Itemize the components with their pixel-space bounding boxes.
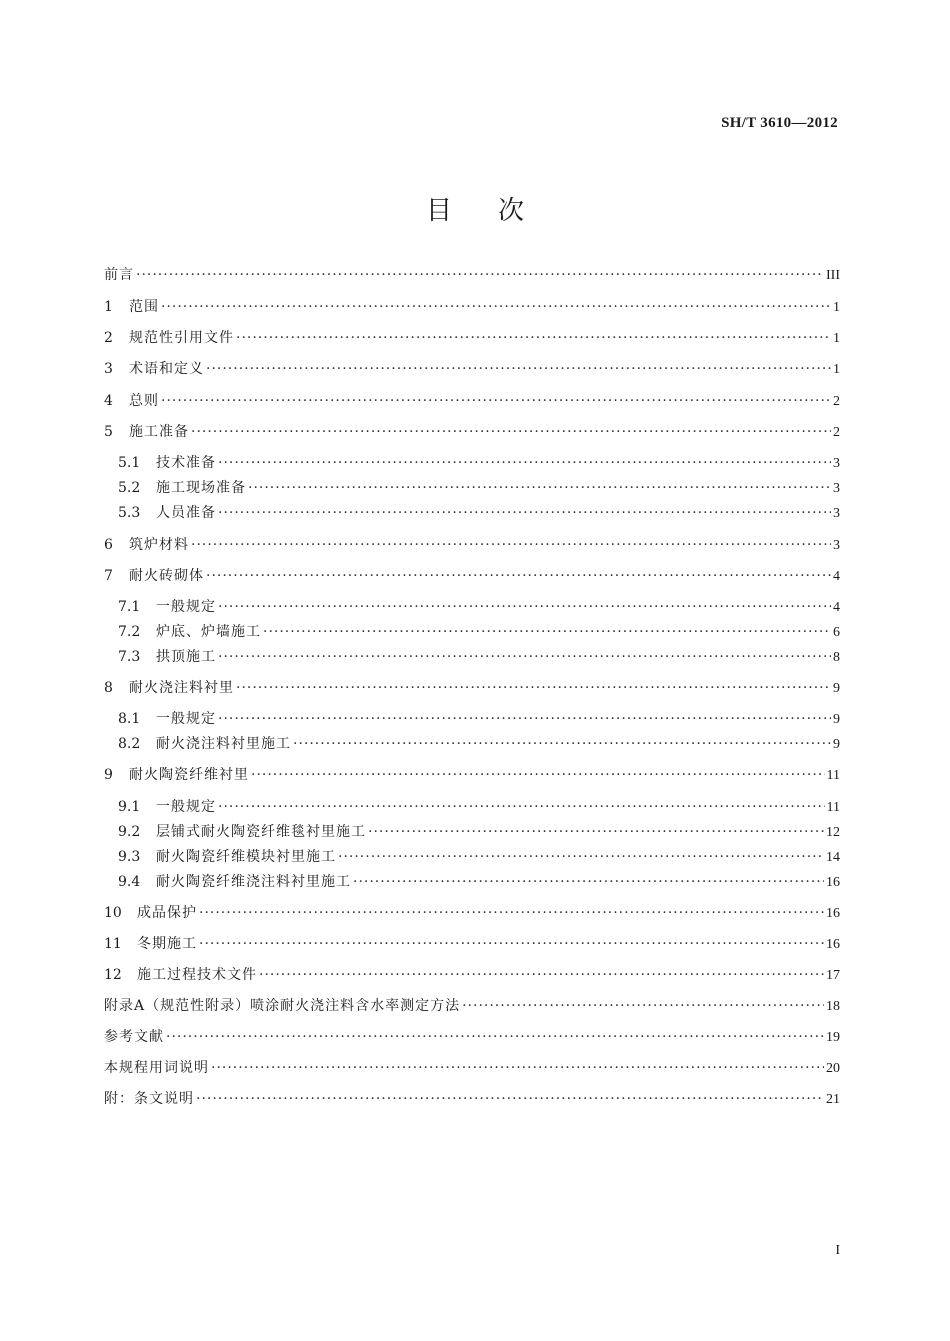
toc-label: 总则 bbox=[129, 393, 159, 409]
toc-page: 3 bbox=[833, 456, 840, 471]
page-number: I bbox=[835, 1243, 840, 1258]
toc-entry-9[interactable] bbox=[104, 764, 840, 786]
toc-entry-5-1[interactable] bbox=[118, 452, 840, 474]
toc-page: 9 bbox=[833, 737, 840, 752]
toc-page: 11 bbox=[826, 768, 840, 783]
toc-entry-12[interactable] bbox=[104, 964, 840, 986]
toc-label: 拱顶施工 bbox=[156, 649, 216, 665]
toc-entry-9-3[interactable] bbox=[118, 846, 840, 868]
toc-leader bbox=[293, 733, 831, 755]
toc-label: 耐火陶瓷纤维模块衬里施工 bbox=[156, 849, 336, 865]
toc-number: 9.1 bbox=[118, 799, 141, 815]
toc-leader bbox=[206, 565, 831, 587]
toc-leader bbox=[161, 296, 831, 318]
toc-label: 规范性引用文件 bbox=[129, 330, 234, 346]
toc-label: 耐火砖砌体 bbox=[129, 568, 204, 584]
toc-entry-foreword[interactable] bbox=[104, 264, 840, 286]
toc-label: 技术准备 bbox=[156, 455, 216, 471]
toc-label: 一般规定 bbox=[156, 599, 216, 615]
toc-leader bbox=[161, 390, 831, 412]
toc-label: 耐火浇注料衬里 bbox=[129, 680, 234, 696]
toc-leader bbox=[353, 871, 824, 893]
toc-label: 一般规定 bbox=[156, 711, 216, 727]
toc-leader bbox=[263, 621, 831, 643]
toc-entry-9-2[interactable] bbox=[118, 821, 840, 843]
toc-leader bbox=[218, 708, 831, 730]
toc-number: 8.1 bbox=[118, 711, 141, 727]
toc-page: 3 bbox=[833, 538, 840, 553]
toc-label: 成品保护 bbox=[137, 905, 197, 921]
toc-number: 5.1 bbox=[118, 455, 141, 471]
toc-label: 施工准备 bbox=[129, 424, 189, 440]
toc-label: 筑炉材料 bbox=[129, 537, 189, 553]
toc-number: 9.4 bbox=[118, 874, 141, 890]
toc-leader bbox=[338, 846, 824, 868]
document-code: SH/T 3610—2012 bbox=[721, 115, 838, 131]
toc-number: 7.3 bbox=[118, 649, 141, 665]
toc-label: 范围 bbox=[129, 299, 159, 315]
toc-leader bbox=[248, 477, 831, 499]
toc-page: 14 bbox=[826, 850, 840, 865]
toc-number: 6 bbox=[104, 537, 113, 553]
toc-number: 7.2 bbox=[118, 624, 141, 640]
toc-leader bbox=[206, 358, 831, 380]
toc-entry-8-2[interactable] bbox=[118, 733, 840, 755]
toc-leader bbox=[218, 796, 825, 818]
toc-leader bbox=[199, 902, 824, 924]
toc-entry-7-2[interactable] bbox=[118, 621, 840, 643]
toc-leader bbox=[199, 933, 824, 955]
toc-entry-7[interactable] bbox=[104, 565, 840, 587]
toc-entry-9-4[interactable] bbox=[118, 871, 840, 893]
toc-entry-3[interactable] bbox=[104, 358, 840, 380]
toc-number: 9 bbox=[104, 767, 113, 783]
toc-entry-5[interactable] bbox=[104, 421, 840, 443]
toc-page: 3 bbox=[833, 506, 840, 521]
toc-entry-references[interactable] bbox=[104, 1026, 840, 1048]
toc-leader bbox=[191, 421, 831, 443]
toc-page: 6 bbox=[833, 625, 840, 640]
toc-leader bbox=[166, 1026, 824, 1048]
toc-page: 4 bbox=[833, 569, 840, 584]
toc-label: 本规程用词说明 bbox=[104, 1060, 209, 1076]
toc-number: 8.2 bbox=[118, 736, 141, 752]
toc-entry-4[interactable] bbox=[104, 390, 840, 412]
toc-page: 16 bbox=[826, 937, 840, 952]
toc-label: 施工现场准备 bbox=[156, 480, 246, 496]
toc-page: 12 bbox=[826, 825, 840, 840]
toc-leader bbox=[218, 596, 831, 618]
toc-page: III bbox=[826, 268, 840, 283]
toc-label: 术语和定义 bbox=[129, 361, 204, 377]
toc-number: 5.3 bbox=[118, 505, 141, 521]
toc-page: 1 bbox=[833, 362, 840, 377]
toc-page: 21 bbox=[826, 1092, 840, 1107]
toc-label: 耐火浇注料衬里施工 bbox=[156, 736, 291, 752]
toc-entry-7-3[interactable] bbox=[118, 646, 840, 668]
toc-leader bbox=[259, 964, 824, 986]
toc-entry-2[interactable] bbox=[104, 327, 840, 349]
toc-number: 9.3 bbox=[118, 849, 141, 865]
toc-label: 层铺式耐火陶瓷纤维毯衬里施工 bbox=[156, 824, 366, 840]
page-title: 目次 bbox=[425, 196, 570, 226]
toc-number: 4 bbox=[104, 393, 113, 409]
toc-leader bbox=[196, 1088, 824, 1110]
toc-leader bbox=[462, 995, 824, 1017]
toc-entry-5-3[interactable] bbox=[118, 502, 840, 524]
toc-leader bbox=[191, 534, 831, 556]
toc-page: 19 bbox=[826, 1030, 840, 1045]
toc-page: 1 bbox=[833, 331, 840, 346]
toc-leader bbox=[236, 677, 831, 699]
toc-page: 8 bbox=[833, 650, 840, 665]
toc-leader bbox=[236, 327, 831, 349]
toc-leader bbox=[251, 764, 825, 786]
toc-number: 11 bbox=[104, 936, 122, 952]
toc-page: 16 bbox=[826, 875, 840, 890]
toc-label: 参考文献 bbox=[104, 1029, 164, 1045]
toc-entry-5-2[interactable] bbox=[118, 477, 840, 499]
toc-page: 16 bbox=[826, 906, 840, 921]
toc-entry-8[interactable] bbox=[104, 677, 840, 699]
toc-leader bbox=[368, 821, 824, 843]
toc-page: 11 bbox=[826, 800, 840, 815]
toc-page: 2 bbox=[833, 394, 840, 409]
toc-leader bbox=[218, 646, 831, 668]
toc-label: 附：条文说明 bbox=[104, 1091, 194, 1107]
toc-entry-explanation[interactable] bbox=[104, 1088, 840, 1110]
toc-number: 1 bbox=[104, 299, 113, 315]
toc-leader bbox=[218, 502, 831, 524]
toc-page: 4 bbox=[833, 600, 840, 615]
toc-entry-6[interactable] bbox=[104, 534, 840, 556]
toc-number: 5 bbox=[104, 424, 113, 440]
toc-label: 冬期施工 bbox=[137, 936, 197, 952]
toc-page: 17 bbox=[826, 968, 840, 983]
toc-entry-1[interactable] bbox=[104, 296, 840, 318]
toc-label: 前言 bbox=[104, 267, 134, 283]
toc-page: 18 bbox=[826, 999, 840, 1014]
toc-number: 12 bbox=[104, 967, 122, 983]
toc-label: 一般规定 bbox=[156, 799, 216, 815]
toc-number: 3 bbox=[104, 361, 113, 377]
toc-number: 10 bbox=[104, 905, 122, 921]
toc-label: 附录A（规范性附录）喷涂耐火浇注料含水率测定方法 bbox=[104, 998, 461, 1014]
toc-entry-9-1[interactable] bbox=[118, 796, 840, 818]
toc-label: 炉底、炉墙施工 bbox=[156, 624, 261, 640]
toc-page: 9 bbox=[833, 681, 840, 696]
toc-entry-10[interactable] bbox=[104, 902, 840, 924]
toc-page: 9 bbox=[833, 712, 840, 727]
toc-label: 耐火陶瓷纤维衬里 bbox=[129, 767, 249, 783]
toc-label: 人员准备 bbox=[156, 505, 216, 521]
toc-page: 1 bbox=[833, 300, 840, 315]
toc-number: 9.2 bbox=[118, 824, 141, 840]
toc-leader bbox=[218, 452, 831, 474]
toc-leader bbox=[211, 1057, 824, 1079]
toc-page: 20 bbox=[826, 1061, 840, 1076]
toc-number: 5.2 bbox=[118, 480, 141, 496]
toc-page: 3 bbox=[833, 481, 840, 496]
toc-entry-appendix-a[interactable] bbox=[104, 995, 840, 1017]
toc-number: 7 bbox=[104, 568, 113, 584]
toc-label: 施工过程技术文件 bbox=[137, 967, 257, 983]
toc-leader bbox=[136, 264, 824, 286]
toc-number: 8 bbox=[104, 680, 113, 696]
toc-number: 2 bbox=[104, 330, 113, 346]
toc-page: 2 bbox=[833, 425, 840, 440]
toc-entry-terminology[interactable] bbox=[104, 1057, 840, 1079]
toc-label: 耐火陶瓷纤维浇注料衬里施工 bbox=[156, 874, 351, 890]
toc-entry-7-1[interactable] bbox=[118, 596, 840, 618]
toc-entry-11[interactable] bbox=[104, 933, 840, 955]
toc-number: 7.1 bbox=[118, 599, 141, 615]
toc-entry-8-1[interactable] bbox=[118, 708, 840, 730]
